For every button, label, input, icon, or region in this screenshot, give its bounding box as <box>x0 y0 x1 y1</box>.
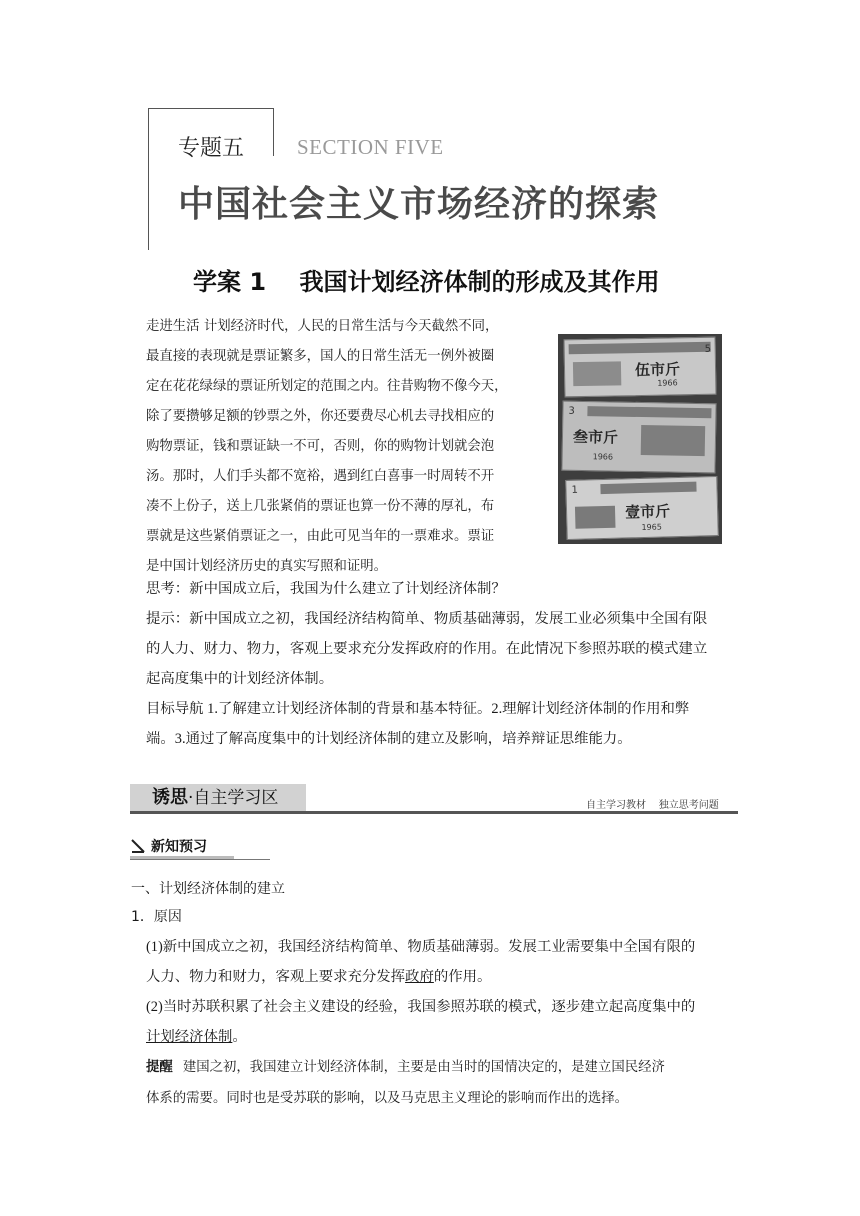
diagonal-arrow-icon <box>131 839 145 853</box>
header-frame-tick <box>273 108 274 156</box>
coupon-number: 3 <box>568 405 575 417</box>
coupon-year: 1966 <box>592 452 614 462</box>
intro-paragraph <box>146 312 550 582</box>
coupon-header-bar <box>569 342 711 354</box>
section-bar-label-rest: ·自主学习区 <box>188 788 279 808</box>
coupon-illustration <box>575 506 616 529</box>
header-frame-top <box>148 108 274 109</box>
hint-line: 起高度集中的计划经济体制。 <box>146 671 334 687</box>
reason-text: 的作用。 <box>433 969 492 985</box>
coupon-label: 壹市斤 <box>624 502 671 522</box>
intro-line: 是中国计划经济历史的真实写照和证明。 <box>146 559 388 574</box>
heading-level-2: 1．原因 <box>131 909 182 925</box>
reason-line <box>146 962 738 992</box>
underlined-term: 政府 <box>405 969 434 985</box>
intro-line: 票就是这些紧俏票证之一，由此可见当年的一票难求。票证 <box>146 529 495 544</box>
section-english: SECTION FIVE <box>297 135 444 159</box>
ration-coupon-photo <box>558 334 722 544</box>
intro-line: 走进生活 计划经济时代，人民的日常生活与今天截然不同， <box>146 319 499 334</box>
underlined-term: 计划经济体制 <box>146 1029 233 1045</box>
heading-level-1: 一、计划经济体制的建立 <box>131 881 285 897</box>
tip-line <box>146 1052 738 1083</box>
tip-text: 建国之初，我国建立计划经济体制，主要是由当时的国情决定的，是建立国民经济 <box>182 1059 665 1074</box>
reason-line <box>146 1022 738 1052</box>
new-knowledge-label: 新知预习 <box>151 839 207 855</box>
section-bar-subtitle: 自主学习教材 独立思考问题 <box>586 800 719 811</box>
coupon-label: 叁市斤 <box>572 427 619 447</box>
coupon-one <box>565 476 719 540</box>
tip-line: 体系的需要。同时也是受苏联的影响，以及马克思主义理论的影响而作出的选择。 <box>146 1090 629 1105</box>
tip-label: 提醒 <box>146 1060 173 1075</box>
section-bar-label <box>152 784 278 812</box>
coupon-number: 5 <box>704 343 712 355</box>
intro-line: 购物票证，钱和票证缺一不可，否则，你的购物计划就会泡 <box>146 439 495 454</box>
section-number: 专题五 <box>178 136 245 161</box>
reason-line: (2)当时苏联积累了社会主义建设的经验，我国参照苏联的模式，逐步建立起高度集中的 <box>146 999 696 1015</box>
new-knowledge-rule <box>130 859 270 860</box>
goal-line: 目标导航 1.了解建立计划经济体制的背景和基本特征。2.理解计划经济体制的作用和弊 <box>146 701 690 717</box>
reason-text: 。 <box>232 1029 247 1045</box>
goal-line: 端。3.通过了解高度集中的计划经济体制的建立及影响，培养辩证思维能力。 <box>146 731 632 747</box>
coupon-number: 1 <box>571 484 579 496</box>
intro-line: 定在花花绿绿的票证所划定的范围之内。往昔购物不像今天， <box>146 379 508 394</box>
coupon-five <box>564 337 717 398</box>
intro-line: 最直接的表现就是票证繁多，国人的日常生活无一例外被圈 <box>146 349 495 364</box>
reason-text: 人力、物力和财力，客观上要求充分发挥 <box>146 969 406 985</box>
reasons-block <box>146 932 738 1113</box>
hint-line: 的人力、财力、物力，客观上要求充分发挥政府的作用。在此情况下参照苏联的模式建立 <box>146 641 708 657</box>
coupon-year: 1965 <box>641 522 662 533</box>
reason-line: (1)新中国成立之初，我国经济结构简单、物质基础薄弱。发展工业需要集中全国有限的 <box>146 939 696 955</box>
intro-line: 汤。那时，人们手头都不宽裕，遇到红白喜事一时周转不开 <box>146 469 495 484</box>
hint-line: 提示：新中国成立之初，我国经济结构简单、物质基础薄弱，发展工业必须集中全国有限 <box>146 611 708 627</box>
coupon-header-bar <box>587 406 711 418</box>
coupon-year: 1966 <box>657 378 678 388</box>
section-bar-label-bold: 诱思 <box>152 787 188 808</box>
coupon-header-bar <box>600 482 696 495</box>
coupon-illustration <box>641 425 706 456</box>
coupon-three <box>561 401 716 474</box>
coupon-illustration <box>573 361 621 386</box>
case-title: 学案 1 我国计划经济体制的形成及其作用 <box>193 268 660 296</box>
intro-line: 除了要攒够足额的钞票之外，你还要费尽心机去寻找相应的 <box>146 409 495 424</box>
think-question: 思考：新中国成立后，我国为什么建立了计划经济体制？ <box>146 581 506 597</box>
coupon-label: 伍市斤 <box>634 360 681 380</box>
intro-line: 凑不上份子，送上几张紧俏的票证也算一份不薄的厚礼，布 <box>146 499 495 514</box>
page-title: 中国社会主义市场经济的探索 <box>178 184 660 225</box>
header-frame-left <box>148 108 149 250</box>
think-block <box>146 574 736 754</box>
